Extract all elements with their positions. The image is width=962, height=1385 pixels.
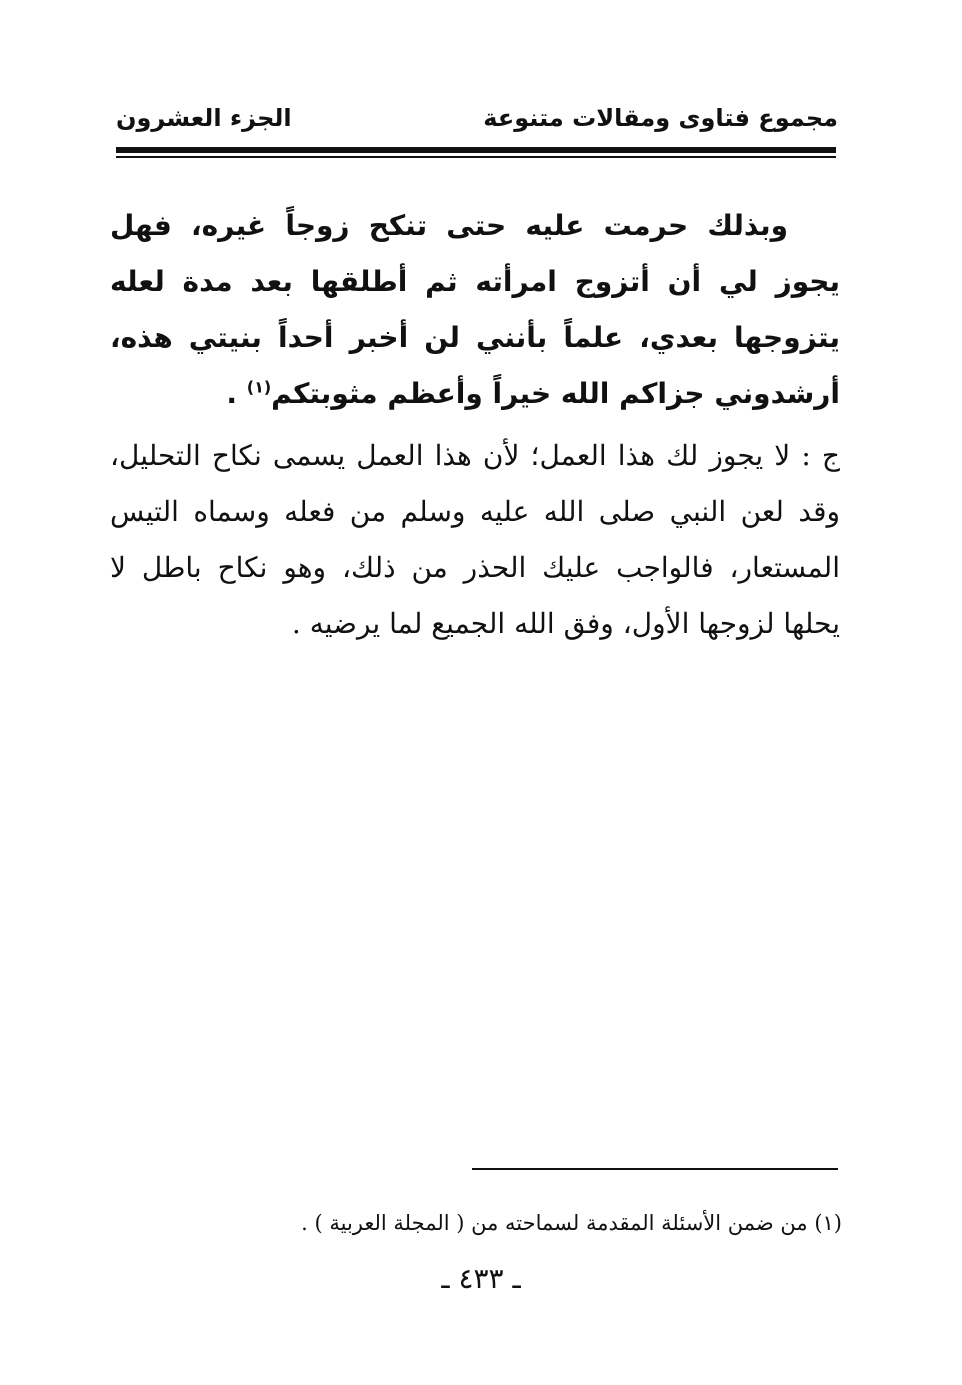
question-paragraph <box>110 198 840 422</box>
footnote-marker: (١) <box>246 377 272 397</box>
header-rule-thick <box>116 147 836 153</box>
page-number: ـ ٤٣٣ ـ <box>441 1262 521 1295</box>
header-rule-thin <box>116 156 836 158</box>
book-title: مجموع فتاوى ومقالات متنوعة <box>483 104 838 132</box>
footnote-separator <box>472 1168 838 1170</box>
volume-label: الجزء العشرون <box>116 104 292 132</box>
main-text <box>110 198 840 652</box>
question-end: . <box>226 377 247 410</box>
answer-paragraph: ج : لا يجوز لك هذا العمل؛ لأن هذا العمل يسمى نكاح التحليل، وقد لعن النبي صلى الله عليه وسلم من فعله وسماه التيس المستعار، فالواجب عليك الحذر من ذلك، وهو نكاح باطل لا يحلها لزوجها الأول، وفق الله الجميع لما يرضيه . <box>110 439 840 640</box>
question-text: وبذلك حرمت عليه حتى تنكح زوجاً غيره، فهل يجوز لي أن أتزوج امرأته ثم أطلقها بعد مدة لعله يتزوجها بعدي، علماً بأنني لن أخبر أحداً بنيتي هذه، أرشدوني جزاكم الله خيراً وأعظم مثوبتكم <box>110 209 840 410</box>
footnote: (١) من ضمن الأسئلة المقدمة لسماحته من ( المجلة العربية ) . <box>301 1211 842 1235</box>
